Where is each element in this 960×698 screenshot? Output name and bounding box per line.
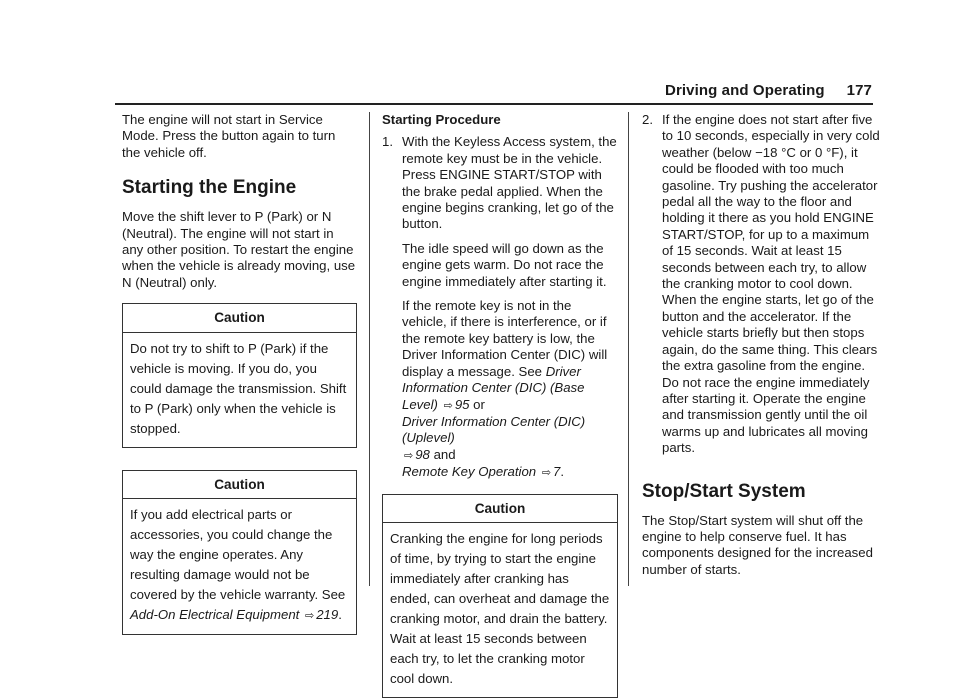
stop-start-paragraph: The Stop/Start system will shut off the engine to help conserve fuel. It has components designed for the increased number of starts. [642,512,873,577]
step-number: 1. [382,134,393,150]
caution-body [123,499,356,634]
caution-body: Cranking the engine for long periods of time, by trying to start the engine immediately after cranking has ended, can overheat and damage the cranking motor, and drain the battery. Wait at least 15 seconds between each try, to let the cranking motor cool down. [390,530,610,686]
page-header [665,82,872,99]
caution-text: If you add electrical parts or accessories, you could change the way the engine operates. Any resulting damage would not be covered by the vehicle warranty. See [130,507,346,603]
page-ref[interactable]: 7 [553,464,561,480]
caution-title: Caution [123,304,356,332]
caution-body: Do not try to shift to P (Park) if the vehicle is moving. If you do, you could damage the transmission. Shift to P (Park) only when the vehicle is stopped. [130,340,347,436]
caution-box [122,303,357,447]
step-text: If the engine does not start after five to 10 seconds, especially in very cold weather (below −18 °C or 0 °F), it could be flooded with too much gasoline. Try pushing the accelerator pedal all the way to the floor and holding it there as you hold ENGINE START/STOP, for up to a maximum of 15 seconds. Wait at least 15 seconds between each try, to allow the cranking motor to cool down. When the engine starts, let go of the button and the accelerator. If the vehicle starts briefly but then stops again, do the same thing. This clears the extra gasoline from the engine. Do not race the engine immediately after starting it. Operate the engine and transmission gently until the oil warms up and lubricates all moving parts. [662,112,880,456]
step-item [382,134,618,481]
caution-box [382,494,618,698]
page-ref[interactable]: 98 [415,446,430,462]
reference-link[interactable]: Add-On Electrical Equipment [130,607,300,623]
arrow-right-icon: ⇨ [443,399,453,412]
section-title: Driving and Operating [665,82,825,99]
caution-title: Caution [383,495,617,523]
arrow-right-icon: ⇨ [541,467,552,480]
page-ref[interactable]: 219 [316,607,339,623]
step-body [662,112,880,465]
step-text [402,298,618,481]
conjunction: and [433,446,456,462]
caution-title: Caution [123,471,356,499]
column-divider [369,112,370,586]
intro-text: The engine will not start in Service Mode. Press the button again to turn the vehicle off. [122,112,336,160]
reference-link[interactable]: Remote Key Operation [402,464,537,480]
column-1 [122,112,357,635]
column-3 [642,112,880,587]
step-text-part: If the remote key is not in the vehicle, if there is interference, or if the remote key battery is low, the Driver Information Center (DIC) will display a message. See [402,298,608,379]
step-number: 2. [642,112,653,127]
page-ref[interactable]: 95 [454,396,470,412]
step-text: The idle speed will go down as the engine gets warm. Do not race the engine immediately after starting it. [402,240,607,289]
conjunction: or [473,396,485,412]
step-item [642,112,880,465]
sentence-end: . [560,464,565,480]
step-text: With the Keyless Access system, the remote key must be in the vehicle. Press ENGINE START/STOP with the brake pedal applied. When the engine begins cranking, let go of the button. [402,134,617,232]
reference-link[interactable]: Driver Information Center (DIC) (Base Level) [402,363,585,412]
column-divider [628,112,629,586]
arrow-right-icon: ⇨ [305,610,315,623]
caution-box [122,470,357,635]
starting-paragraph: Move the shift lever to P (Park) or N (Neutral). The engine will not start in any other position. To restart the engine when the vehicle is already moving, use N (Neutral) only. [122,209,356,290]
section-heading-starting-engine: Starting the Engine [122,177,297,199]
arrow-right-icon: ⇨ [404,449,414,462]
sentence-end: . [338,607,342,623]
header-rule [115,103,873,105]
reference-link[interactable]: Driver Information Center (DIC) (Uplevel) [402,413,586,446]
page-number: 177 [846,82,872,99]
step-body [402,134,618,481]
subheading-starting-procedure: Starting Procedure [382,112,501,127]
section-heading-stop-start: Stop/Start System [642,480,806,502]
column-2 [382,112,618,698]
